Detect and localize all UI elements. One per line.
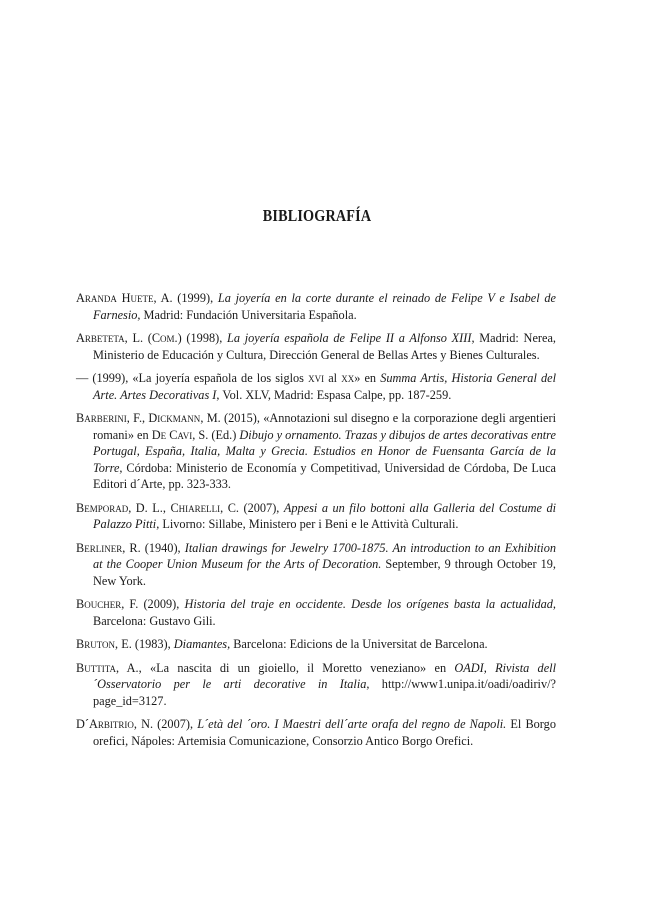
entry-small-caps: xvi [308,371,325,385]
entry-text: Madrid: Fundación Universitaria Española. [140,307,357,322]
entry-author: Berliner [76,540,123,555]
entry-author: Barberini [76,411,127,425]
entry-text: Madrid: Nerea, Ministerio de Educación y Cultura, Dirección General de Bellas Artes y Bienes Culturales. [93,331,556,362]
entry-text: , S. (Ed.) [192,427,240,442]
entry-text: Córdoba: Ministerio de Economía y Competitivad, Universidad de Córdoba, De Luca Editori d´Arte, pp. 323-333. [93,460,556,491]
entry-work-title: Appesi a un filo bottoni alla Galleria del Costume di Palazzo Pitti, [93,500,557,531]
entry-text: , A. (1999), [153,291,218,305]
bibliography-entry [76,370,556,403]
bibliography-entry [76,596,556,629]
bibliography-entry [76,716,556,749]
entry-work-title: La joyería española de Felipe II a Alfonso XIII, [227,331,475,345]
entry-text: , M. (2015), «Annotazioni sul disegno e la corporazione degli argentieri romani» en [93,411,556,442]
entry-work-title: Summa Artis, Historia General del Arte. Artes Decorativas I, [93,371,556,402]
entry-text: ) (1998), [177,331,228,345]
entry-text: , N. (2007), [133,717,198,731]
entry-text: Livorno: Sillabe, Ministero per i Beni e le Attività Culturali. [159,517,459,531]
entry-work-title: OADI, Rivista dell´Osservatorio per le arti decorative in Italia, [93,660,556,691]
entry-text: , D. L., [128,500,171,515]
entry-author: D´Arbitrio [76,717,134,731]
entry-text: — (1999), «La joyería española de los siglos [76,371,309,385]
entry-author: Dickmann [148,411,201,425]
entry-text: » en [354,371,381,385]
entry-author: Bemporad [76,500,129,515]
entry-text: , A., «La nascita di un gioiello, il Moretto veneziano» en [115,660,455,675]
entry-text: Vol. XLV, Madrid: Espasa Calpe, pp. 187-259. [219,387,452,402]
bibliography-entry [76,330,556,363]
entry-text: , C. (2007), [220,500,284,515]
entry-author: Bruton [76,637,116,651]
entry-text: Barcelona: Gustavo Gili. [93,613,216,628]
bibliography-list [76,290,556,756]
bibliography-entry [76,410,556,493]
entry-text: , E. (1983), [115,637,174,651]
entry-author: Boucher [76,597,122,611]
entry-author: Buttita [76,660,116,675]
entry-text: al [324,371,342,385]
entry-work-title: L´età del ´oro. I Maestri dell´arte orafa del regno de Napoli. [197,717,507,731]
entry-text: Barcelona: Edicions de la Universitat de Barcelona. [230,637,488,651]
entry-text: , R. (1940), [122,540,185,555]
bibliography-entry [76,660,556,710]
entry-text: http://www1.unipa.it/oadi/oadiriv/?page_id=3127. [93,677,556,708]
entry-author: Chiarelli [170,500,221,515]
entry-text: , L. ( [124,331,152,345]
entry-small-caps: Com. [151,331,178,345]
entry-author: Arbeteta [76,331,125,345]
entry-author: De Cavi [151,427,193,442]
entry-work-title: Italian drawings for Jewelry 1700-1875. An introduction to an Exhibition at the Cooper Union Museum for the Arts of Decoration. [93,540,556,571]
entry-text: , F., [126,411,149,425]
entry-work-title: La joyería en la corte durante el reinado de Felipe V e Isabel de Farnesio, [93,291,556,322]
entry-author: Aranda Huete [76,291,154,305]
entry-work-title: Diamantes, [173,637,231,651]
entry-text: El Borgo orefici, Nápoles: Artemisia Comunicazione, Consorzio Antico Borgo Orefici. [93,717,556,748]
bibliography-entry [76,636,556,653]
bibliography-entry [76,540,556,590]
entry-text: , F. (2009), [121,597,185,611]
bibliography-entry [76,290,556,323]
entry-work-title: Historia del traje en occidente. Desde los orígenes basta la actualidad, [184,597,557,611]
page-title: BIBLIOGRAFÍA [262,206,372,225]
entry-work-title: Dibujo y ornamento. Trazas y dibujos de artes decorativas entre Portugal, España, Italia, Malta y Grecia. Estudios en Honor de Fuensanta García de la Torre, [93,427,556,475]
entry-small-caps: xx [341,371,355,385]
entry-text: September, 9 through October 19, New York. [93,557,556,588]
bibliography-entry [76,500,556,533]
